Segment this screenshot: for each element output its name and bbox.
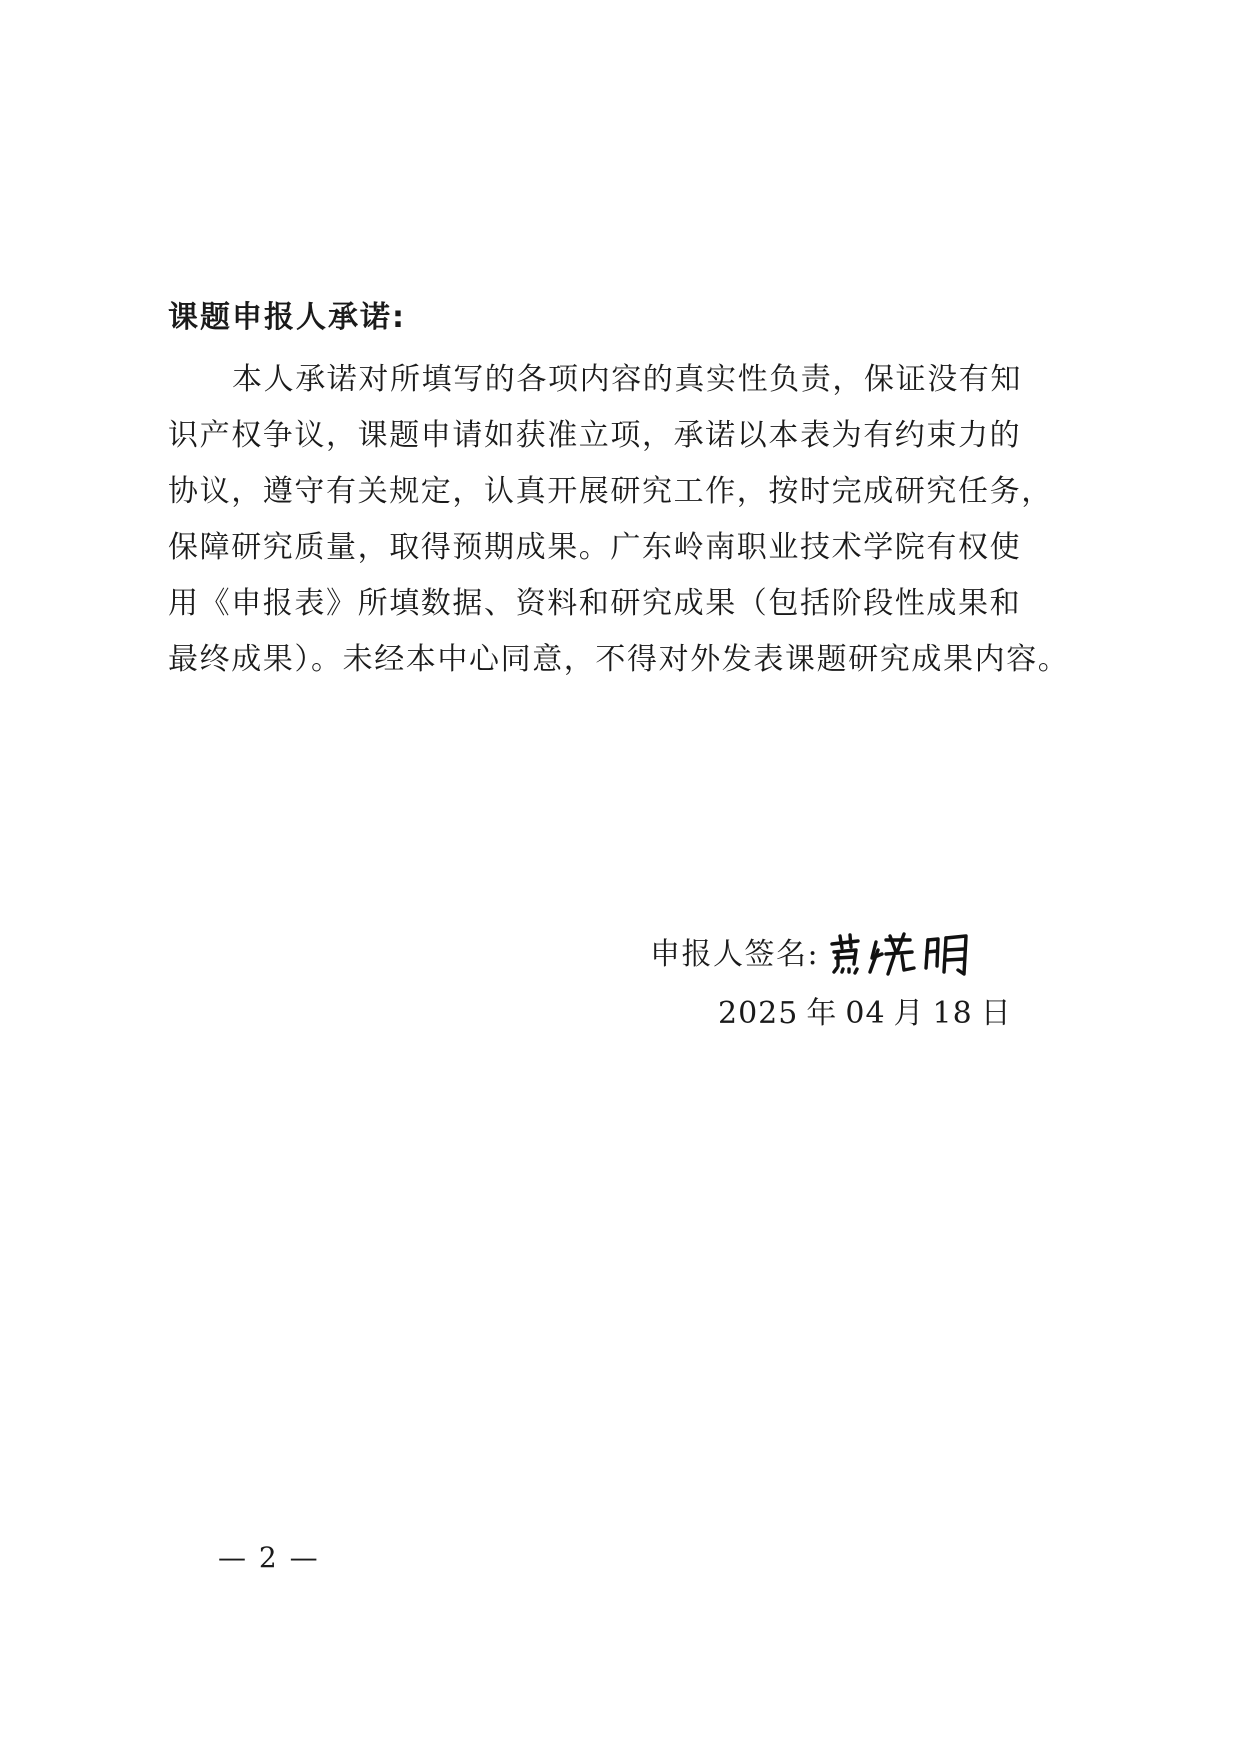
date-year: 2025 xyxy=(718,996,799,1031)
signature-date xyxy=(718,992,1020,1036)
paragraph-line: 识产权争议，课题申请如获准立项，承诺以本表为有约束力的 xyxy=(168,418,1022,453)
handwritten-signature xyxy=(826,930,976,980)
date-day: 18 xyxy=(932,996,973,1031)
commitment-heading: 课题申报人承诺: xyxy=(168,300,406,335)
paragraph-line: 本人承诺对所填写的各项内容的真实性负责，保证没有知 xyxy=(232,362,1022,397)
paragraph-line: 协议，遵守有关规定，认真开展研究工作，按时完成研究任务， xyxy=(168,474,1053,509)
date-year-unit: 年 xyxy=(806,996,838,1031)
paragraph-line: 用《申报表》所填数据、资料和研究成果（包括阶段性成果和 xyxy=(168,586,1022,621)
commitment-paragraph xyxy=(168,352,1076,688)
signature-row xyxy=(650,930,976,978)
paragraph-line: 最终成果）。未经本中心同意，不得对外发表课题研究成果内容。 xyxy=(168,642,1070,677)
paragraph-line: 保障研究质量，取得预期成果。广东岭南职业技术学院有权使 xyxy=(168,530,1022,565)
page-number: — 2 — xyxy=(218,1541,320,1574)
date-month-unit: 月 xyxy=(893,996,925,1031)
date-month: 04 xyxy=(845,996,886,1031)
signature-label: 申报人签名: xyxy=(650,937,820,972)
date-day-unit: 日 xyxy=(980,996,1012,1031)
